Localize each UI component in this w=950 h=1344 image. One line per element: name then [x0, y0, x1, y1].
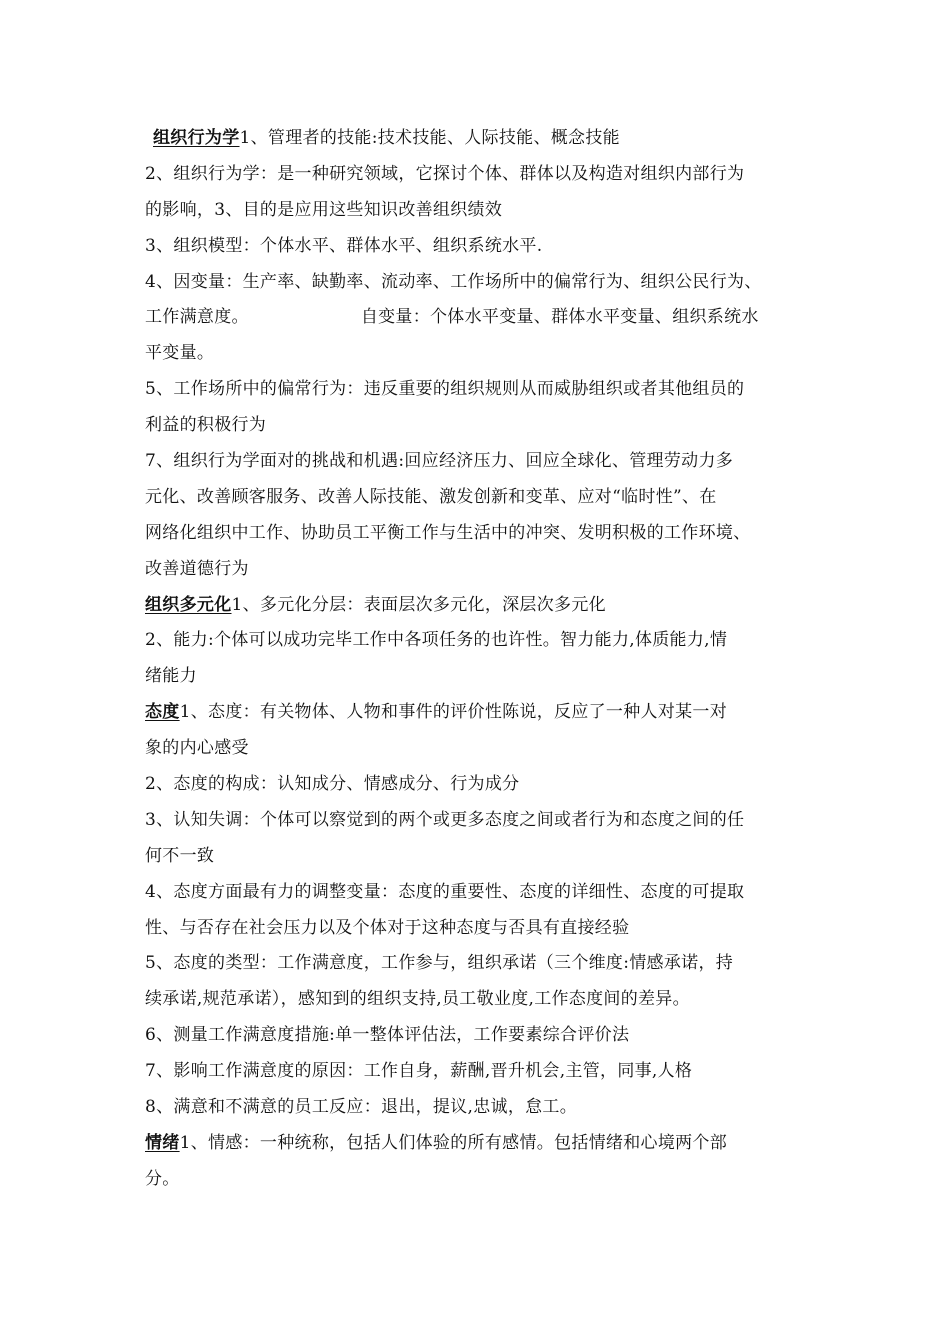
text-line: 4、因变量：生产率、缺勤率、流动率、工作场所中的偏常行为、组织公民行为、: [145, 271, 762, 292]
text-line: 平变量。: [145, 343, 215, 364]
text-line: 续承诺,规范承诺），感知到的组织支持,员工敬业度,工作态度间的差异。: [145, 989, 690, 1010]
text-line: 2、态度的构成：认知成分、情感成分、行为成分: [145, 774, 520, 795]
text-line: [145, 1126, 835, 1162]
text-line: 2、组织行为学：是一种研究领域，它探讨个体、群体以及构造对组织内部行为: [145, 163, 745, 184]
document-page: [145, 121, 835, 1198]
text-line: 分。: [145, 1168, 180, 1189]
text-line: 绪能力: [145, 666, 197, 687]
text-content: 自变量：个体水平变量、群体水平变量、组织系统水: [360, 307, 759, 328]
text-line: 6、测量工作满意度措施:单一整体评估法，工作要素综合评价法: [145, 1025, 630, 1046]
text-content: 1、态度：有关物体、人物和事件的评价性陈说，反应了一种人对某一对: [179, 702, 728, 723]
section-heading-attitude: 态度: [145, 702, 180, 723]
text-line: 4、态度方面最有力的调整变量：态度的重要性、态度的详细性、态度的可提取: [145, 881, 745, 902]
text-content: 1、管理者的技能:技术技能、人际技能、概念技能: [239, 128, 620, 148]
text-line: 何不一致: [145, 845, 215, 866]
text-line: 的影响，3、目的是应用这些知识改善组织绩效: [145, 199, 503, 220]
text-line: 7、组织行为学面对的挑战和机遇:回应经济压力、回应全球化、管理劳动力多: [145, 451, 734, 472]
text-line: 5、态度的类型：工作满意度，工作参与，组织承诺（三个维度:情感承诺，持: [145, 953, 734, 974]
text-content: 工作满意度。: [145, 307, 249, 328]
section-heading-emotion: 情绪: [145, 1132, 180, 1153]
text-line: 5、工作场所中的偏常行为：违反重要的组织规则从而威胁组织或者其他组员的: [145, 379, 745, 400]
text-line: 8、满意和不满意的员工反应：退出，提议,忠诚，怠工。: [145, 1097, 578, 1118]
text-content: 1、情感：一种统称，包括人们体验的所有感情。包括情绪和心境两个部: [179, 1132, 728, 1153]
text-line: [145, 695, 835, 731]
text-line: 利益的积极行为: [145, 415, 267, 436]
text-line: 3、组织模型：个体水平、群体水平、组织系统水平.: [145, 235, 543, 256]
text-line: 网络化组织中工作、协助员工平衡工作与生活中的冲突、发明积极的工作环境、: [145, 522, 751, 543]
text-line: 象的内心感受: [145, 738, 249, 759]
text-line: 2、能力:个体可以成功完毕工作中各项任务的也许性。智力能力,体质能力,情: [145, 630, 728, 651]
text-content: 1、多元化分层：表面层次多元化，深层次多元化: [231, 594, 606, 615]
text-line: 性、与否存在社会压力以及个体对于这种态度与否具有直接经验: [145, 917, 630, 938]
text-line: [145, 300, 835, 336]
text-line: [145, 121, 835, 157]
text-line: 改善道德行为: [145, 558, 249, 579]
text-line: [145, 588, 835, 624]
text-line: 元化、改善顾客服务、改善人际技能、激发创新和变革、应对“临时性”、在: [145, 486, 717, 507]
section-heading-diversity: 组织多元化: [145, 594, 232, 615]
text-line: 7、影响工作满意度的原因：工作自身，薪酬,晋升机会,主管，同事,人格: [145, 1061, 693, 1082]
section-heading-organizational-behavior: 组织行为学: [153, 128, 240, 148]
text-line: 3、认知失调：个体可以察觉到的两个或更多态度之间或者行为和态度之间的任: [145, 809, 745, 830]
